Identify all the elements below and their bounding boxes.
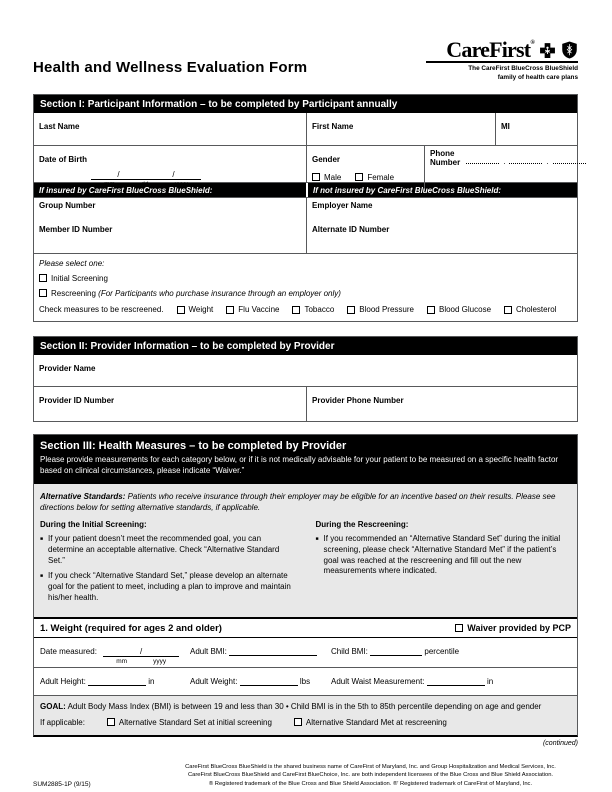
carefirst-logo bbox=[426, 36, 578, 82]
dob-gender-phone-row bbox=[34, 146, 577, 188]
adult-waist-blank[interactable] bbox=[427, 677, 485, 686]
date-slash: / bbox=[140, 646, 143, 656]
provider-name-field[interactable] bbox=[34, 355, 577, 386]
height-weight-waist-row bbox=[34, 668, 577, 695]
provider-id-label: Provider ID Number bbox=[39, 396, 115, 405]
adult-weight-blank[interactable] bbox=[240, 677, 298, 686]
rescreening-checkbox[interactable] bbox=[39, 289, 47, 297]
insured-ids-cell[interactable] bbox=[34, 198, 306, 253]
rescreening-heading: During the Rescreening: bbox=[315, 519, 409, 529]
provider-id-row bbox=[34, 387, 577, 421]
rescreening-note: (For Participants who purchase insurance through an employer only) bbox=[98, 289, 341, 298]
rescreening-option[interactable] bbox=[39, 289, 572, 298]
blood-pressure-checkbox[interactable] bbox=[347, 306, 355, 314]
date-yyyy-label: yyyy bbox=[153, 657, 167, 665]
blue-cross-icon bbox=[539, 42, 556, 59]
gender-male-option[interactable] bbox=[312, 173, 341, 182]
blood-glucose-checkbox[interactable] bbox=[427, 306, 435, 314]
section-3-title: Section III: Health Measures – to be completed by Provider bbox=[40, 440, 347, 452]
initial-bullet-2: ■ If you check “Alternative Standard Set,” please develop an alternate goal for the patient to meet, including a plan to improve and maintain his/her health. bbox=[40, 571, 291, 602]
initial-screening-label: Initial Screening bbox=[51, 274, 108, 283]
insurance-subheader-row bbox=[34, 183, 577, 198]
child-bmi-group bbox=[331, 647, 571, 656]
adult-weight-group bbox=[190, 677, 331, 686]
alt-standard-set-option[interactable]: Alternative Standard Set at initial screening bbox=[107, 718, 272, 727]
rescreen-measures-row bbox=[39, 305, 572, 314]
dob-slash-1: / bbox=[117, 170, 120, 179]
blue-shield-icon bbox=[561, 41, 578, 59]
carefirst-wordmark: CareFirst® bbox=[446, 36, 534, 62]
provider-phone-field[interactable] bbox=[306, 387, 577, 421]
section-1-header: Section I: Participant Information – to be completed by Participant annually bbox=[34, 95, 577, 113]
measure-cholesterol[interactable]: Cholesterol bbox=[504, 305, 556, 314]
weight-heading: 1. Weight (required for ages 2 and older) bbox=[40, 622, 222, 634]
first-name-field[interactable] bbox=[306, 113, 495, 145]
measure-tobacco[interactable]: Tobacco bbox=[292, 305, 334, 314]
bullet-icon: ■ bbox=[315, 535, 319, 542]
height-unit-label: in bbox=[148, 676, 155, 686]
flu-vaccine-checkbox[interactable] bbox=[226, 306, 234, 314]
date-measured-label: Date measured: bbox=[40, 646, 97, 656]
section-2 bbox=[33, 336, 578, 422]
measure-blood-pressure[interactable]: Blood Pressure bbox=[347, 305, 414, 314]
adult-bmi-group bbox=[190, 647, 331, 656]
initial-screening-column bbox=[40, 520, 296, 609]
provider-name-label: Provider Name bbox=[39, 364, 96, 373]
not-insured-subheader: If not insured by CareFirst BlueCross BlueShield: bbox=[306, 183, 577, 197]
percentile-label: percentile bbox=[424, 646, 460, 656]
waiver-checkbox[interactable] bbox=[455, 624, 463, 632]
if-applicable-label: If applicable: bbox=[40, 717, 85, 727]
adult-waist-label: Adult Waist Measurement: bbox=[331, 676, 425, 686]
section-3-instructions: Please provide measurements for each category below, or if it is not medically advisable for your patient to be measured on a specific health factor based on clinical circumstances, please indicate “Waiver.” bbox=[40, 455, 559, 475]
last-name-label: Last Name bbox=[39, 122, 80, 131]
measure-flu-vaccine[interactable]: Flu Vaccine bbox=[226, 305, 279, 314]
child-bmi-blank[interactable] bbox=[370, 647, 422, 656]
initial-screening-checkbox[interactable] bbox=[39, 274, 47, 282]
adult-bmi-blank[interactable] bbox=[229, 647, 317, 656]
weight-measure-header bbox=[34, 617, 577, 638]
bmi-row bbox=[34, 638, 577, 668]
goal-label: GOAL: bbox=[40, 701, 66, 711]
mi-field[interactable] bbox=[495, 113, 577, 145]
weight-goal-panel bbox=[34, 695, 577, 735]
date-mm-label: mm bbox=[116, 657, 128, 665]
weight-unit-label: lbs bbox=[299, 676, 311, 686]
adult-height-group bbox=[40, 677, 190, 686]
child-bmi-label: Child BMI: bbox=[331, 646, 368, 656]
form-number: SUM2885-1P (9/15) bbox=[33, 780, 91, 788]
initial-screening-heading: During the Initial Screening: bbox=[40, 519, 147, 529]
member-id-label: Member ID Number bbox=[39, 225, 113, 234]
last-name-field[interactable] bbox=[34, 113, 306, 145]
date-measured-group bbox=[40, 647, 190, 665]
page-footer bbox=[33, 763, 578, 788]
dob-yyyy-label: yyyy bbox=[174, 181, 188, 188]
section-3 bbox=[33, 434, 578, 737]
tobacco-checkbox[interactable] bbox=[292, 306, 300, 314]
alt-standard-met-checkbox[interactable] bbox=[294, 718, 302, 726]
alternative-standards-panel bbox=[34, 484, 577, 617]
phone-sep-1: . bbox=[503, 157, 506, 166]
waiver-label: Waiver provided by PCP bbox=[467, 623, 571, 634]
phone-blank[interactable] bbox=[466, 149, 585, 167]
dob-mm-label: mm bbox=[104, 181, 115, 188]
mi-label: MI bbox=[501, 122, 510, 131]
adult-waist-group bbox=[331, 677, 571, 686]
bullet-icon: ■ bbox=[40, 573, 44, 580]
first-name-label: First Name bbox=[312, 122, 354, 131]
page-title: Health and Wellness Evaluation Form bbox=[33, 59, 308, 76]
if-applicable-row bbox=[40, 718, 571, 727]
screening-directions-columns bbox=[40, 520, 571, 609]
alternative-standards-paragraph: Alternative Standards: Patients who receive insurance through their employer may be eligible for an incentive based on their results. Please see directions below for setting alternative standards, if applicable. bbox=[40, 491, 556, 512]
adult-height-blank[interactable] bbox=[88, 677, 146, 686]
provider-phone-label: Provider Phone Number bbox=[312, 396, 404, 405]
adult-height-label: Adult Height: bbox=[40, 676, 86, 686]
group-number-label: Group Number bbox=[39, 201, 96, 210]
screening-select-area bbox=[34, 254, 577, 321]
check-measures-label: Check measures to be rescreened. bbox=[39, 305, 164, 314]
waiver-option[interactable] bbox=[455, 623, 571, 633]
section-3-header bbox=[34, 435, 577, 484]
measure-blood-glucose[interactable]: Blood Glucose bbox=[427, 305, 491, 314]
goal-statement: GOAL: Adult Body Mass Index (BMI) is between 19 and less than 30 • Child BMI is in the 5th to 85th percentile depending on age and gender bbox=[40, 701, 542, 711]
female-checkbox[interactable] bbox=[355, 173, 363, 181]
not-insured-ids-cell[interactable] bbox=[306, 198, 577, 253]
logo-lockup bbox=[426, 36, 578, 64]
dob-slash-2: / bbox=[172, 170, 175, 179]
dob-label: Date of Birth bbox=[39, 155, 87, 164]
section-1 bbox=[33, 94, 578, 322]
dob-dd-label: dd bbox=[141, 181, 149, 188]
employer-name-label: Employer Name bbox=[312, 201, 373, 210]
waist-unit-label: in bbox=[486, 676, 494, 686]
weight-checkbox[interactable] bbox=[177, 306, 185, 314]
measure-weight[interactable]: Weight bbox=[177, 305, 214, 314]
alternative-standards-label: Alternative Standards: bbox=[40, 491, 126, 501]
female-label: Female bbox=[367, 173, 395, 182]
alternate-id-label: Alternate ID Number bbox=[312, 225, 390, 234]
continued-note: (continued) bbox=[542, 739, 578, 747]
rescreening-column bbox=[316, 520, 572, 609]
insured-subheader: If insured by CareFirst BlueCross BlueShield: bbox=[39, 186, 213, 195]
adult-bmi-label: Adult BMI: bbox=[190, 646, 227, 656]
alt-standard-met-option[interactable]: Alternative Standard Met at rescreening bbox=[294, 718, 447, 727]
registered-mark: ® bbox=[530, 39, 534, 46]
form-header bbox=[33, 28, 578, 82]
gender-female-option[interactable] bbox=[355, 173, 394, 182]
provider-id-field[interactable] bbox=[34, 387, 306, 421]
initial-screening-option[interactable] bbox=[39, 274, 572, 283]
initial-bullet-1: ■ If your patient doesn’t meet the recommended goal, you can determine an acceptable alternative. Check “Alternative Standard Set.” bbox=[40, 533, 280, 565]
phone-sep-2: . bbox=[546, 157, 549, 166]
rescreening-bullet-1: ■ If you recommended an “Alternative Standard Set” during the initial screening, please check “Alternative Standard Met” if the patient’s goal was reached at the rescreening and fill out the new measurements where indicated. bbox=[315, 533, 561, 576]
legal-text: CareFirst BlueCross BlueShield is the shared business name of CareFirst of Maryland, Inc. and Group Hospitalization and Medical Services, Inc. CareFirst BlueCross BlueShield and CareFirst BlueChoice, Inc. are both independent licensees of the Blue Cross and Blue Shield Association. ® Registered trademark of the Blue Cross and Blue Shield Association. ®′ Registered trademark of CareFirst of Maryland, Inc. bbox=[185, 763, 556, 787]
male-label: Male bbox=[324, 173, 342, 182]
logo-tagline: The CareFirst BlueCross BlueShield family of health care plans bbox=[468, 65, 578, 81]
id-numbers-row bbox=[34, 198, 577, 254]
cholesterol-checkbox[interactable] bbox=[504, 306, 512, 314]
adult-weight-label: Adult Weight: bbox=[190, 676, 238, 686]
select-one-label: Please select one: bbox=[39, 259, 105, 268]
section-2-header: Section II: Provider Information – to be completed by Provider bbox=[34, 337, 577, 355]
rescreening-label: Rescreening bbox=[51, 289, 96, 298]
provider-name-row bbox=[34, 355, 577, 387]
bullet-icon: ■ bbox=[40, 535, 44, 542]
date-measured-blank[interactable] bbox=[103, 647, 179, 665]
gender-label: Gender bbox=[312, 155, 341, 164]
alt-standard-set-checkbox[interactable] bbox=[107, 718, 115, 726]
name-row bbox=[34, 113, 577, 146]
male-checkbox[interactable] bbox=[312, 173, 320, 181]
phone-label: Phone Number bbox=[430, 149, 461, 167]
